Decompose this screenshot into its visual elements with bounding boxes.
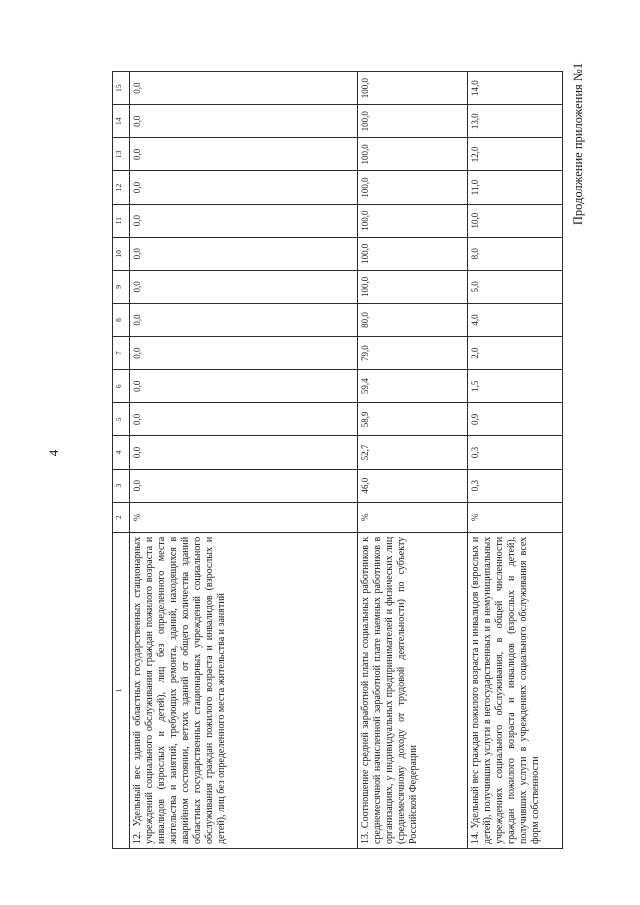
value-cell: 8,0 — [468, 237, 563, 270]
indicator-cell: 14. Удельный вес граждан пожилого возраста и инвалидов (взрослых и детей), получивших услуги в негосударственных и в немуниципальных учреждениях социального обслуживания, в общей численности граждан пожилого возраста и инвалидов (взрослых и детей), получивших услуги в учреждениях социального обслуживания всех форм собственности — [468, 532, 563, 848]
header-cell: 1 — [113, 532, 130, 848]
value-cell: 46,0 — [358, 469, 468, 502]
value-cell: 100,0 — [358, 237, 468, 270]
value-cell: 100,0 — [358, 105, 468, 138]
table-header-row — [113, 72, 130, 849]
header-cell: 8 — [113, 303, 130, 336]
header-cell: 4 — [113, 436, 130, 469]
value-cell: 0,0 — [130, 403, 358, 436]
header-cell: 9 — [113, 270, 130, 303]
value-cell: 100,0 — [358, 204, 468, 237]
header-cell: 15 — [113, 72, 130, 105]
value-cell: 0,0 — [130, 436, 358, 469]
appendix-continuation-label: Продолжение приложения №1 — [571, 62, 585, 226]
value-cell: 13,0 — [468, 105, 563, 138]
value-cell: 0,0 — [130, 105, 358, 138]
value-cell: 0,0 — [130, 72, 358, 105]
value-cell: 5,0 — [468, 270, 563, 303]
value-cell: 0,3 — [468, 469, 563, 502]
value-cell: 0,0 — [130, 138, 358, 171]
value-cell: 100,0 — [358, 270, 468, 303]
header-cell: 12 — [113, 171, 130, 204]
header-cell: 10 — [113, 237, 130, 270]
header-cell: 5 — [113, 403, 130, 436]
value-cell: 11,0 — [468, 171, 563, 204]
value-cell: 58,9 — [358, 403, 468, 436]
indicator-cell: 13. Соотношение средней заработной платы социальных работников к среднемесячной начисленной заработной плате наемных работников в организациях, у индивидуальных предпринимателей и физических лиц (среднемесячному доходу от трудовой деятельности) по субъекту Российской Федерации — [358, 532, 468, 848]
indicator-cell: 12. Удельный вес зданий областных государственных стационарных учреждений социального обслуживания граждан пожилого возраста и инвалидов (взрослых и детей), лиц без определенного места жительства и занятий, требующих ремонта, зданий, находящихся в аварийном состоянии, ветхих зданий от общего количества зданий областных государственных стационарных учреждений социального обслуживания граждан пожилого возраста и инвалидов (взрослых и детей), лиц без определенного места жительства и занятий — [130, 532, 358, 848]
header-cell: 3 — [113, 469, 130, 502]
value-cell: 100,0 — [358, 72, 468, 105]
value-cell: 100,0 — [358, 171, 468, 204]
value-cell: 0,0 — [130, 171, 358, 204]
value-cell: 0,3 — [468, 436, 563, 469]
value-cell: 52,7 — [358, 436, 468, 469]
header-cell: 13 — [113, 138, 130, 171]
value-cell: 0,0 — [130, 270, 358, 303]
value-cell: 0,0 — [130, 303, 358, 336]
unit-cell: % — [468, 502, 563, 532]
header-cell: 7 — [113, 337, 130, 370]
value-cell: 1,5 — [468, 370, 563, 403]
value-cell: 79,0 — [358, 337, 468, 370]
rotated-table-container — [112, 71, 563, 849]
value-cell: 10,0 — [468, 204, 563, 237]
indicators-table — [112, 71, 563, 849]
value-cell: 100,0 — [358, 138, 468, 171]
value-cell: 80,0 — [358, 303, 468, 336]
value-cell: 0,0 — [130, 370, 358, 403]
table-row — [468, 72, 563, 849]
value-cell: 2,0 — [468, 337, 563, 370]
value-cell: 0,9 — [468, 403, 563, 436]
page-number: 4 — [46, 449, 61, 457]
table-row — [130, 72, 358, 849]
header-cell: 14 — [113, 105, 130, 138]
unit-cell: % — [130, 502, 358, 532]
value-cell: 0,0 — [130, 204, 358, 237]
header-cell: 11 — [113, 204, 130, 237]
unit-cell: % — [358, 502, 468, 532]
value-cell: 0,0 — [130, 237, 358, 270]
value-cell: 14,0 — [468, 72, 563, 105]
value-cell: 4,0 — [468, 303, 563, 336]
value-cell: 0,0 — [130, 337, 358, 370]
value-cell: 59,4 — [358, 370, 468, 403]
header-cell: 6 — [113, 370, 130, 403]
table-row — [358, 72, 468, 849]
value-cell: 0,0 — [130, 469, 358, 502]
header-cell: 2 — [113, 502, 130, 532]
value-cell: 12,0 — [468, 138, 563, 171]
